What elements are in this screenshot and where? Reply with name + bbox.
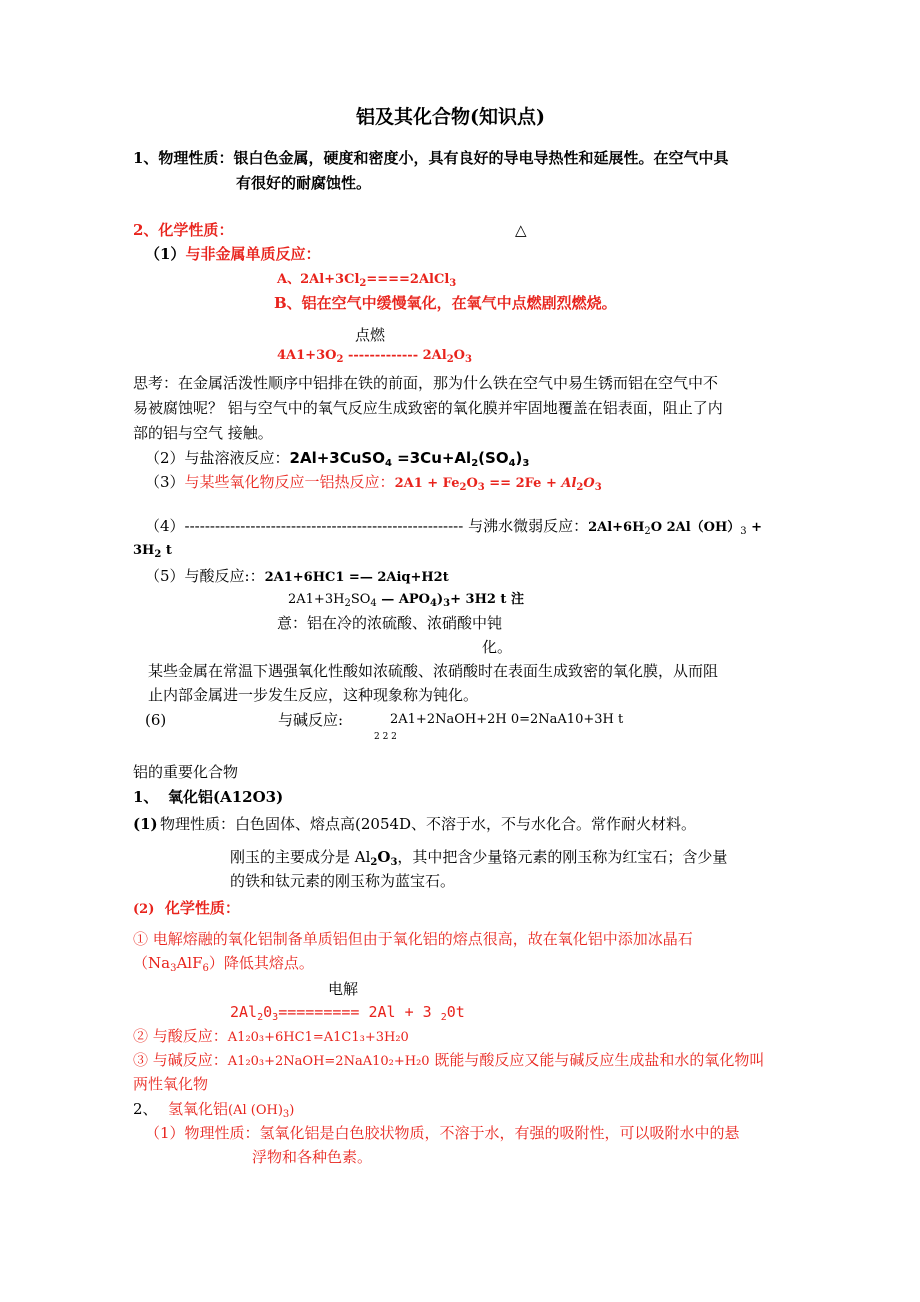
reaction-5: （5）与酸反应:：2A1+6HC1 =— 2Aiq+H2t [145, 567, 449, 585]
electrolysis-equation: $2Al_20_3========= 2Al + 3$ $_2$0t [230, 1003, 465, 1023]
reaction-4-cont: $3H_2$ t [133, 543, 172, 560]
reaction-4: （4）------------------------------------------------------- 与沸水微弱反应：$2Al+6H_2O$ $2Al(OH)_3$ + [145, 517, 763, 537]
compounds-heading: 铝的重要化合物 [133, 763, 239, 781]
electrolysis-line-2: $(Na_3AlF_6)$降低其熔点。 [133, 954, 314, 974]
passivation-line-2: 止内部金属进一步发生反应，这种现象称为钝化。 [148, 686, 479, 704]
alumina-base-reaction: ③ 与碱反应：A1₂0₃+2NaOH=2NaA10₂+H₂0 既能与酸反应又能与碱反应生成盐和水的氧化物叫 [133, 1051, 765, 1069]
physical-properties-line-2: 有很好的耐腐蚀性。 [236, 174, 372, 192]
heat-triangle-symbol: △ [515, 221, 527, 239]
passivation-note-2: 化。 [482, 638, 513, 656]
amphoteric-definition: 两性氧化物 [133, 1075, 209, 1093]
reaction-6-label: (6) [145, 711, 167, 729]
reaction-2: （2）与盐溶液反应：2Al+3CuSO$_4$ $=3Cu+Al_2(SO_4)_3$ [145, 449, 530, 469]
physical-properties-line-1: 1、物理性质：银白色金属，硬度和密度小，具有良好的导电导热性和延展性。在空气中具 [133, 149, 729, 167]
reaction-3: （3）与某些氧化物反应一铝热反应：$2A1 + Fe_2O_3 == 2Fe + Al_2O_3$ [145, 473, 602, 493]
reaction-5-eq-2: $2A1+3H_2SO_4$ — $APO_4)_3+ 3H2$ t 注 [288, 592, 524, 609]
compound-2-physical: （1）物理性质：氢氧化铝是白色胶状物质，不溶于水，有强的吸附性，可以吸附水中的悬 [145, 1124, 740, 1142]
compound-1-physical: 物理性质：白色固体、熔点高(2054D、不溶于水，不与水化合。常作耐火材料。 [160, 815, 697, 833]
oxidation-note: B、铝在空气中缓慢氧化，在氧气中点燃剧烈燃烧。 [274, 294, 617, 312]
equation-al-o2: $4A1+3O_2$ ------------- $2Al_2O_3$ [277, 348, 472, 365]
alumina-acid-reaction: ② 与酸反应：A1₂0₃+6HC1=A1C1₃+3H₂0 [133, 1027, 409, 1045]
compound-1-number: 1、 [133, 788, 159, 806]
reaction-6-subscripts: 2 2 2 [374, 732, 397, 742]
think-line-3: 部的铝与空气 接触。 [133, 424, 273, 442]
compound-2-title: 氢氧化铝(Al $(OH)_3$) [168, 1100, 295, 1120]
compound-1-title: 氧化铝(A12O3) [168, 788, 284, 806]
compound-2-number: 2、 [133, 1100, 158, 1118]
compound-1-chemical: (2) 化学性质： [133, 899, 240, 917]
ignite-condition: 点燃 [355, 326, 386, 344]
reaction-6-equation: 2A1+2NaOH+2H 0=2NaA10+3H t [390, 712, 624, 727]
passivation-note-1: 意：铝在冷的浓硫酸、浓硝酸中钝 [277, 614, 503, 632]
reaction-6-title: 与碱反应: [278, 711, 344, 729]
think-line-1: 思考：在金属活泼性顺序中铝排在铁的前面，那为什么铁在空气中易生锈而铝在空气中不 [133, 374, 719, 392]
electrolysis-line-1: ① 电解熔融的氧化铝制备单质铝但由于氧化铝的熔点很高，故在氧化铝中添加冰晶石 [133, 930, 693, 948]
compound-1-physical-label: (1) [133, 815, 158, 833]
passivation-line-1: 某些金属在常温下遇强氧化性酸如浓硫酸、浓硝酸时在表面生成致密的氧化膜，从而阻 [148, 662, 719, 680]
corundum-line-1: 刚玉的主要成分是 $Al_2O_3$，其中把含少量铬元素的刚玉称为红宝石；含少量 [230, 848, 728, 868]
corundum-line-2: 的铁和钛元素的刚玉称为蓝宝石。 [230, 872, 456, 890]
equation-al-cl2: A、$2Al+3Cl_2====2AlCl_3$ [277, 272, 457, 289]
reaction-1-label: （1）与非金属单质反应： [145, 245, 321, 263]
chemical-properties-heading: 2、化学性质： [133, 221, 234, 239]
page-title: 铝及其化合物(知识点) [356, 106, 545, 128]
electrolysis-condition: 电解 [328, 980, 359, 998]
think-line-2: 易被腐蚀呢？ 铝与空气中的氧气反应生成致密的氧化膜并牢固地覆盖在铝表面，阻止了内 [133, 399, 723, 417]
compound-2-physical-cont: 浮物和各种色素。 [252, 1148, 373, 1166]
